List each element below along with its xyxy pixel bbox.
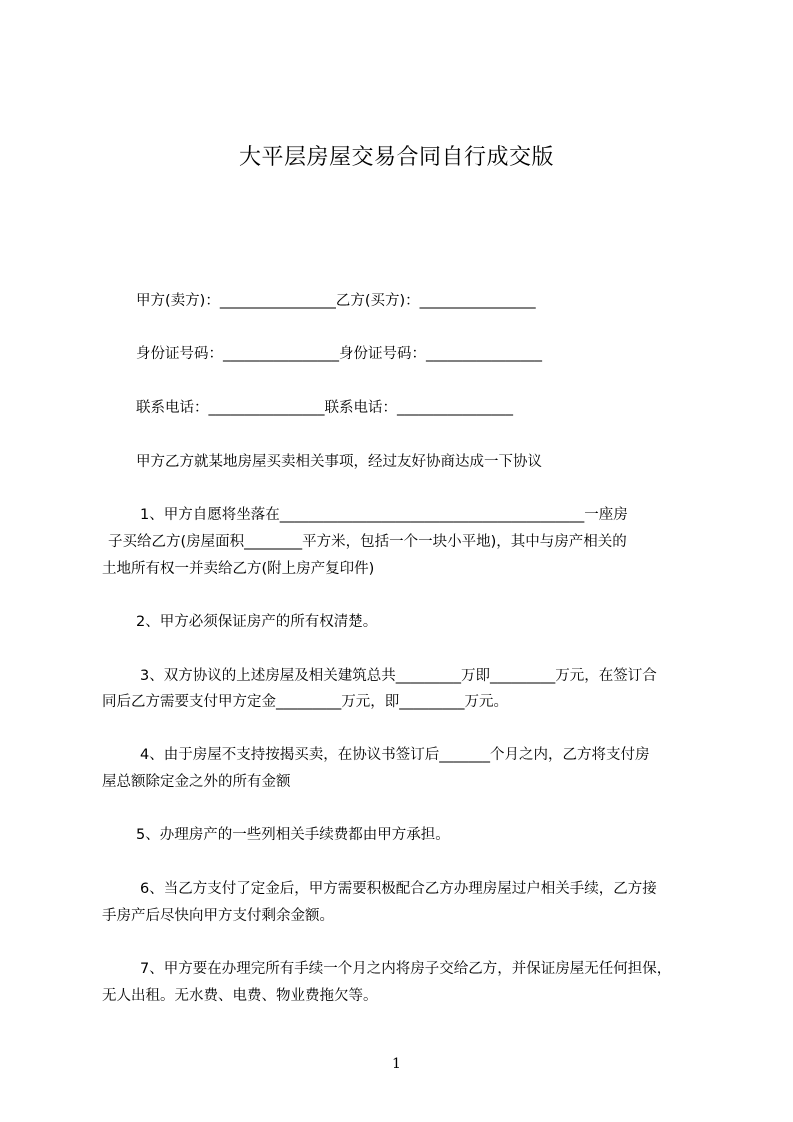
clause-7-line-2: 无人出租。无水费、电费、物业费拖欠等。: [102, 988, 378, 1004]
clause-5: 5、办理房产的一些列相关手续费都由甲方承担。: [136, 827, 450, 843]
page-number: 1: [392, 1056, 401, 1072]
clause-4-line-2: 屋总额除定金之外的所有金额: [102, 774, 291, 790]
clause-1-line-3: 土地所有权一并卖给乙方(附上房产复印件): [102, 561, 375, 577]
clause-1-line-1: 1、甲方自愿将坐落在__________________________________________一座房: [140, 507, 628, 523]
id-number-line: 身份证号码：________________身份证号码：________________: [136, 346, 542, 362]
clause-1-line-2: 子买给乙方(房屋面积________平方米，包括一个一块小平地)，其中与房产相关的: [108, 534, 627, 550]
clause-7-line-1: 7、甲方要在办理完所有手续一个月之内将房子交给乙方，并保证房屋无任何担保，: [140, 961, 672, 977]
phone-line: 联系电话：________________联系电话：________________: [136, 400, 513, 416]
clause-3-line-1: 3、双方协议的上述房屋及相关建筑总共_________万即_________万元，在签订合: [140, 668, 657, 684]
clause-6-line-2: 手房产后尽快向甲方支付剩余金额。: [102, 908, 334, 924]
clause-4-line-1: 4、由于房屋不支持按揭买卖，在协议书签订后_______个月之内，乙方将支付房: [140, 747, 650, 763]
intro-paragraph: 甲方乙方就某地房屋买卖相关事项，经过友好协商达成一下协议: [136, 454, 542, 470]
clause-3-line-2: 同后乙方需要支付甲方定金_________万元，即_________万元。: [102, 694, 508, 710]
clause-2: 2、甲方必须保证房产的所有权清楚。: [136, 614, 378, 630]
clause-6-line-1: 6、当乙方支付了定金后，甲方需要积极配合乙方办理房屋过户相关手续，乙方接: [140, 881, 657, 897]
document-title: 大平层房屋交易合同自行成交版: [238, 145, 554, 170]
party-line: 甲方(卖方)：________________乙方(买方)：________________: [136, 293, 536, 309]
